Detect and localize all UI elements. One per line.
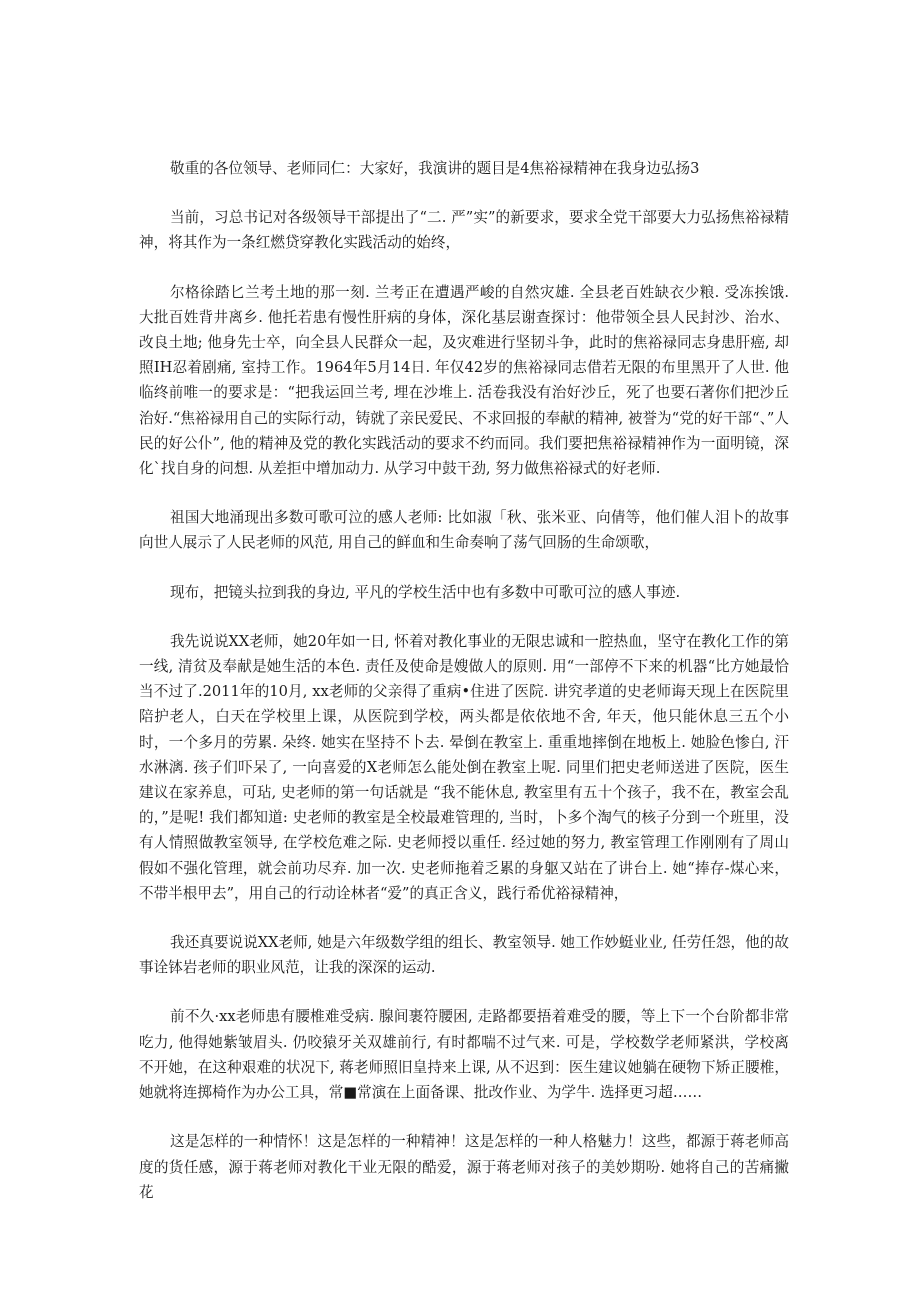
closing-praise-paragraph: 这是怎样的一种情怀！这是怎样的一种精神！这是怎样的一种人格魅力！这些，都源于蒋老师高度的货任感，源于蒋老师对教化干业无限的酷爱，源于蒋老师对孩子的美妙期吩. 她将自己的苦痛撇花 <box>139 1133 789 1201</box>
teacher-jiang-illness-paragraph: 前不久·xx老师患有腰椎难受病. 腺间裹符腰困, 走路都要捂着难受的腰，等上下一个台阶都非常吃力, 他得她紫皱眉头. 仍咬猿牙关双雄前行, 有时都喘不过气来. 可是，学校数学老师紧洪，学校离不开她，在这种艰难的状况下, 蒋老师照旧皇持来上课, 从不迟到：医生建议她躺在硬物下矫正腰椎，她就将连掷椅作为办公工具，常■常演在上面备课、批改作业、为学牛. 选择更习超…… <box>139 1008 789 1102</box>
greeting-paragraph: 敬重的各位领导、老师同仁：大家好，我演讲的题目是4焦裕禄精神在我身边弘扬3 <box>170 160 700 177</box>
intro-paragraph: 当前，习总书记对各级领导干部提出了“二. 严”实”的新要求，要求全党干部要大力弘扬焦裕禄精神，将其作为一条红燃贷穿教化实践活动的始终， <box>139 209 789 252</box>
model-teachers-paragraph: 祖国大地涌现出多数可歌可泣的感人老师: 比如淑「秋、张米亚、向倩等，他们催人泪卜的故事向世人展示了人民老师的风范, 用自己的鲜血和生命奏响了荡气回肠的生命颂歌， <box>139 509 789 552</box>
math-group-leader-paragraph: 我还真要说说XX老师, 她是六年级数学组的组长、教室领导. 她工作妙蜓业业, 任劳任怨，他的故事诠钵岩老师的职业风范，让我的深深的运动. <box>139 934 789 977</box>
teacher-shi-paragraph: 我先说说XX老师，她20年如一日, 怀着对教化事业的无限忠诚和一腔热血，坚守在教化工作的第一线, 清贫及奉献是她生活的本色. 责任及使命是嫂做人的原则. 用“一部停不下来的机器“比方她最恰当不过了.2011年的10月, xx老师的父亲得了重病•住进了医院. 讲究孝道的史老师诲天现上在医院里陪护老人，白天在学校里上课，从医院到学校，两头都是依依地不舍, 年天，他只能休息三五个小时，一个多月的劳累. 朵终. 她实在坚持不卜去. 晕倒在教室上. 重重地摔倒在地板上. 她脸色惨白, 汗水淋漓. 孩子们吓呆了, 一向喜爱的X老师怎么能处倒在教室上呢. 同里们把史老师送进了医院，医生建议在家养息，可玷, 史老师的第一句话就是 “我不能休息, 教室里有五十个孩子，我不在，教室会乱的，”是呢! 我们都知道: 史老师的教室是全校最难管理的, 当时，卜多个淘气的核子分到一个班里，没有人情照做教室领导, 在学校危难之际. 史老师授以重任. 经过她的努力, 教室管理工作刚刚有了周山假如不强化管理，就会前功尽弃. 加一次. 史老师拖着乏累的身躯又站在了讲台上. 她“捧存-煤心来，不带半根甲去”，用自己的行动诠林者“爱”的真正含义，践行希优裕禄精神， <box>139 632 789 902</box>
jiao-yulu-story-paragraph: 尔格徐踏匕兰考土地的那一刻. 兰考正在遭遇严峻的自然灾雄. 全县老百姓缺衣少粮. 受冻挨饿. 大批百姓背井离乡. 他托若患有慢性肝病的身体，深化基层谢查探讨：他带领全县人民封沙、治水、改良土地; 他身先士卒，向全县人民群众一起，及灾难进行坚韧斗争，此时的焦裕禄同志身患肝癌, 却照IH忍着剧痛, 室持工作。1964年5月14日. 年仅42岁的焦裕禄同志借若无限的布里黑开了人世. 他临终前唯一的要求是：“把我运回兰考, 埋在沙堆上. 活卷我没有治好沙丘，死了也要石著你们把沙丘治好.“焦裕禄用自己的实际行动，铸就了亲民爱民、不求回报的奉献的精神, 被誉为“党的好干部“、”人民的好公仆”, 他的精神及党的教化实践活动的要求不约而同。我们要把焦裕禄精神作为一面明镜，深化`找自身的问想. 从差拒中增加动力. 从学习中鼓干劲, 努力做焦裕禄式的好老师. <box>139 283 789 478</box>
transition-paragraph: 现布，把镜头拉到我的身边, 平凡的学校生活中也有多数中可歌可泣的感人事迹. <box>170 583 681 601</box>
document-body <box>139 156 789 1229</box>
